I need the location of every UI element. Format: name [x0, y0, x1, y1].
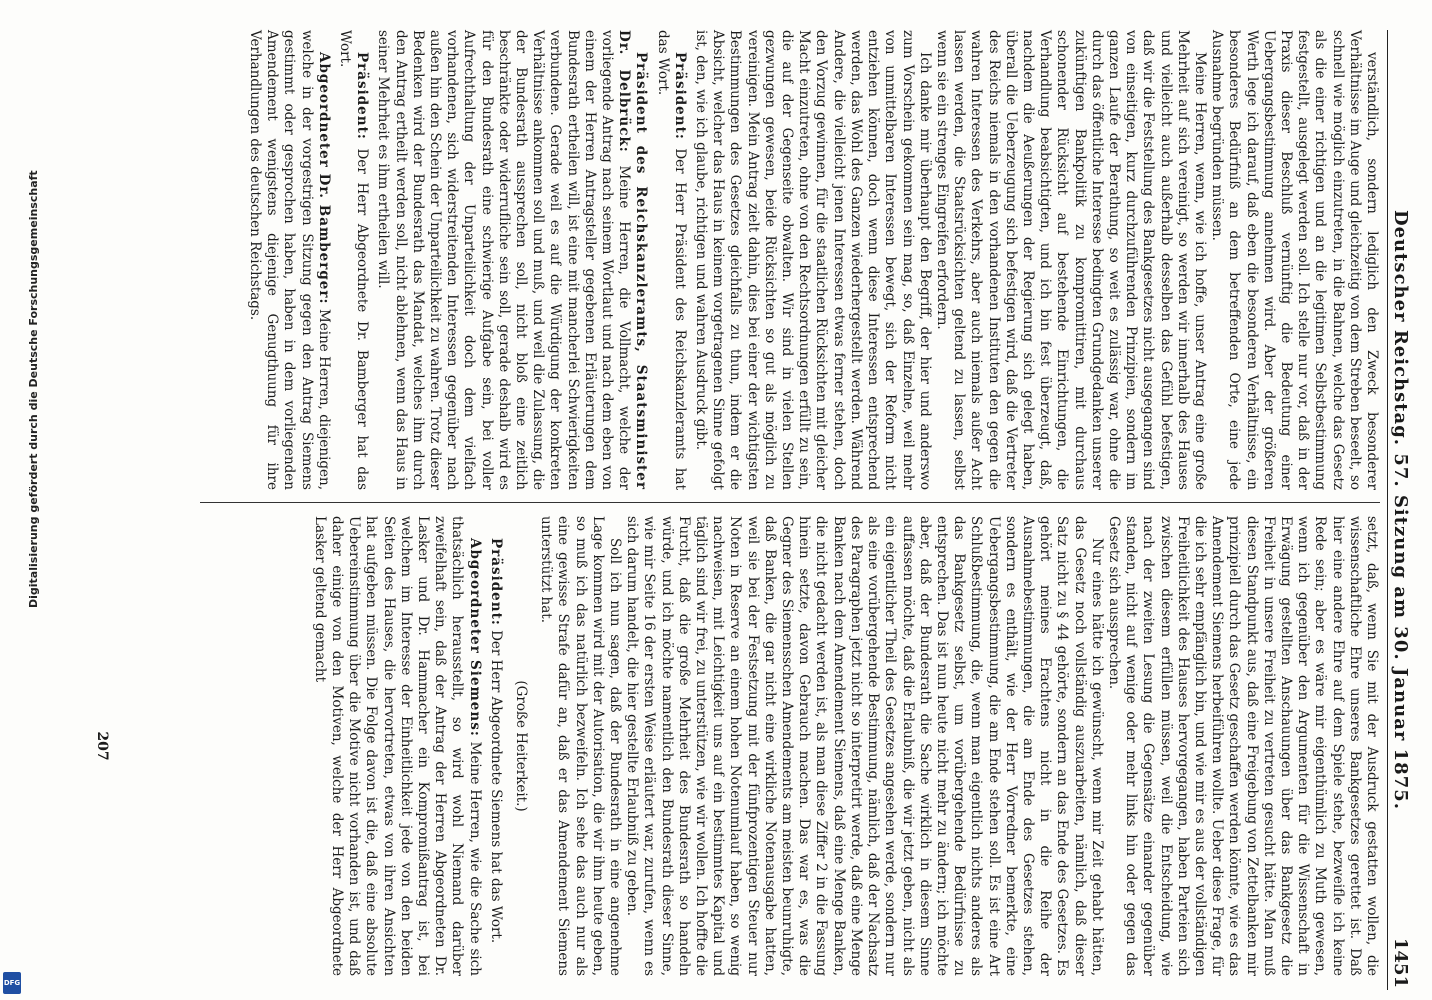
speech — [336, 30, 370, 490]
signature-mark: 207 — [94, 731, 110, 761]
rotated-page-content — [80, 30, 1410, 990]
left-column — [246, 30, 1380, 490]
stage-direction: (Große Heiterkeit.) — [513, 680, 530, 812]
paragraph: Nur eines hätte ich gewünscht, wenn mir Zeit gehabt hätten, das Gesetz noch vollständig auszuarbeiten, nämlich, daß dieser Satz nicht zu § 44 gehörte, sondern an das Ende des Gesetzes. Es gehört meines Erachtens nicht in die Reihe der Ausnahmebestimmungen, die am Ende des Gesetzes stehen, sondern es enthält, wie der Herr Vorredner bemerkte, eine Uebergangsbestimmung, die am Ende stehen soll. Es ist eine Art Schlußbestimmung, die, wenn man eigentlich nichts anderes als das Bankgesetz selbst, um vorübergehende Bedürfnisse zu entsprechen. Das ist nun heute nicht mehr zu ändern; ich möchte aber, daß der Bundesrath die Sache wirklich in diesem Sinne auffassen möchte, daß die Erlaubniß, die wir jetzt geben, nicht als ein eigentlicher Theil des Gesetzes angesehen werde, sondern nur als eine vorübergehende Bestimmung, nämlich, daß der Nachsatz des Paragraphen jetzt nicht so interpretirt werde, daß eine Menge Banken nach dem Amendement Siemens, daß eine Menge Banken, die nicht gedacht werden ist, als man diese Ziffer 2 in die Fassung hinein setzte, davon Gebrauch machen. Das war es, was die Gegner des Siemensschen Amendements am meisten beunruhigte, daß Banken, die gar nicht eine wirkliche Notenausgabe hatten, weil sie bei der Festsetzung mit der fünfprozentigen Steuer nur Noten in Reserve an einem hohen Notenumlauf haben, so wenig nachweisen, mit Leichtigkeit uns auf ein bestimmtes Kapital und täglich sind wir frei, zu unterstützen, wie wir wollen. Ich hoffte die Furcht, daß die große Mehrheit des Bundesrath so handeln würde, und ich möchte namentlich den Bundesrath dieser Sinne, wie mir Seite 16 der ersten Weise erläutert war, zurufen, wenn es sich darum handelt, die hier gestellte Erlaubniß zu geben. — [624, 516, 1105, 976]
paragraph: Ich danke mir überhaupt den Begriff, der hier und anderswo zum Vorschein gekommen sein mag, so, daß Einzelne, weil mehr von unmittelbaren Interessen bewegt, sich der Reform nicht entziehen können, doch wenn diese Interessen entsprechend werden, das Wohl des Ganzen wiederhergestellt werden. Während Andere, die vielleicht jenen Interessen etwas ferner stehen, doch den Vorzug gewinnen, für die staatlichen Rücksichten mit gleicher Macht einzutreten, ohne von den Rechtsordnungen erfüllt zu sein, die auf der Gegenseite obwalten. Wir sind in vielen Stellen gezwungen gewesen, beide Rücksichten so gut als möglich zu vereinigen. Mein Antrag zielt dahin, dies bei einer der wichtigsten Bestimmungen des Gesetzes gleichfalls zu thun, indem er die Absicht, welcher das Haus in keinem vorgetragenen Sinne gefolgt ist, den, wie ich glaube, richtigen und wahren Ausdruck gibt. — [693, 30, 933, 490]
speaker-name: Präsident: — [671, 52, 688, 140]
paragraph: Soll ich nun sagen, daß der Bundesrath in eine angenehme Lage kommen wird mit der Autorisation, die wir ihm heute geben, so muß ich das natürlich bezweifeln. Ich sehe das auch nur als eine gewisse Strafe dafür an, daß er das Amendement Siemens unterstützt hat. — [538, 516, 624, 976]
speaker-name: Präsident des Reichskanzleramts, Staatsminister Dr. Delbrück: — [616, 30, 650, 490]
speech-text: Meine Herren, diejenigen, welche in der vorgestrigen Sitzung gegen den Antrag Siemens gestimmt oder gesprochen haben, haben in dem vorliegenden Amendement wenigstens diejenige Genugthuung für ihre Verhandlungen des deutschen Reichstags. — [247, 30, 332, 490]
right-column — [311, 516, 1380, 976]
speech — [653, 30, 687, 490]
speech-text: Meine Herren, die Vollmacht, welche der vorliegende Antrag nach seinem Wortlaut und nach dem eben von einem der Herren Antragsteller gegebenen Erläuterungen dem Bundesrath ertheilen will, ist eine mit mancherlei Schwierigkeiten verbundene. Gerade weil es auf die Würdigung der konkreten Verhältnisse ankommen soll und muß, und weil die Zulassung, die der Bundesrath aussprechen soll, nicht bloß eine zeitlich beschränkte oder widerrufliche sein soll, gerade deshalb wird es für den Bundesrath eine schwierige Aufgabe sein, bei voller Aufrechthaltung der Unparteilichkeit doch dem vielfach vorhandenen, sich widerstreitenden Interessen gegenüber nach außen hin den Schein der Unparteilichkeit zu wahren. Trotz dieser Bedenken wird der Bundesrath das Mandat, welches ihm durch den Antrag ertheilt werden soll, nicht ablehnen, wenn das Haus in seiner Mehrheit es ihm ertheilen will. — [375, 30, 633, 490]
speaker-name: Präsident: — [487, 538, 504, 626]
speaker-name: Abgeordneter Dr. Bamberger: — [315, 52, 332, 305]
speaker-name: Abgeordneter Siemens: — [466, 538, 483, 737]
speaker-name: Präsident: — [354, 52, 371, 140]
digitization-credit — [2, 0, 40, 1000]
credit-text: Digitalisierung gefördert durch die Deutsche Forschungsgemeinschaft — [27, 170, 40, 608]
paragraph: verständlich, sondern lediglich den Zweck besonderer Verhältnisse im Auge und gleichzeitig von dem Streben beseelt, so schnell wie möglich einzutreten, in die Bahnen, welche das Gesetz als die einer richtigen und an die legitimen Selbstbestimmung festgestellt, ausgelegt werden soll. Ich stelle nur vor, daß in der Praxis dieser Beschluß vernünftig die Bedeutung einer Uebergangsbestimmung annehmen wird. Aber der größeren Werth lege ich darauf, daß eben die besonderen Verhältnisse, ein besonderes Bedürfniß an dem betreffenden Orte, eine jede Ausnahme begründen müssen. — [1209, 30, 1380, 490]
header-title: Deutscher Reichstag. 57. Sitzung am 30. Januar 1875. — [1390, 209, 1411, 811]
running-header — [1387, 30, 1410, 990]
page-number: 1451 — [1390, 937, 1411, 988]
column-divider — [200, 502, 1380, 503]
speech-text: Der Herr Abgeordnete Siemens hat das Wort. — [487, 630, 504, 944]
speech-text: Der Herr Abgeordnete Dr. Bamberger hat das Wort. — [337, 30, 371, 490]
paragraph: setzt, daß, wenn Sie mit der Ausdruck gestatten wollen, die wissenschaftliche Ehre unseres Bankgesetzes gerettet ist. Daß hier eine andere Ehre auf dem Spiele stehe, bezweifle ich keine Rede sein; aber es wäre mir eigenthümlich zu Muth gewesen, wenn ich gegenüber den Argumenten für die Wissenschaft in Erwägung gestellten Anschauungen über das Bankgesetz die Freiheit in unsere Freiheit zu vertreten gesucht hätte. Man muß diesen Standpunkt aus, daß eine Freigebung von Zettelbanken mir prinzipiell durch das Gesetz geschaffen werden könnte, wie es das Amendement Siemens herbeiführen wollte. Ueber diese Frage, für die ich sehr empfänglich bin, und wie mir es aus der vollständigen Freiheitlichkeit des Hauses hervorgegangen, haben Parteien sich zwischen diesem erfüllen müssen, weil die Entscheidung, wie nach der zweiten Lesung die Gegensätze einander gegenüber standen, nicht auf wenige oder mehr links hin oder gegen das Gesetz sich aussprechen. — [1105, 516, 1380, 976]
dfg-logo: DFG — [3, 972, 21, 994]
paragraph: Meine Herren, wenn, wie ich hoffe, unser Antrag eine große Mehrheit auf sich vereinigt, so werden wir innerhalb des Hauses und vielleicht auch außerhalb desselben das Gefühl befestigen, daß wir die Feststellung des Bankgesetzes nicht ausgegangen sind von einseitigen, kurz durchzuführenden Prinzipien, sondern im ganzen Laufe der Berathung, so weit es zulässig war, ohne die durch das öffentliche Interesse bedingten Grundgedanken unserer zukünftigen Bankpolitik zu kompromittiren, mit durchaus schonender Rücksicht auf bestehende Einrichtungen, die Verhandlung beabsichtigten, und ich bin fest überzeugt, daß, nachdem die Aeußerungen der Regierung sich gelegt haben, überall die Ueberzeugung sich befestigen wird, daß die Vertreter des Reichs niemals in den vorhandenen Instituten den gegen die wahren Interessen des Verkehrs, aber auch niemals außer Acht lassen werden, die Staatsrücksichten geltend zu lassen, selbst wenn sie ein strenges Eingreifen erfordern. — [933, 30, 1208, 490]
speech — [311, 516, 483, 976]
speech — [487, 516, 504, 976]
speech-text: Der Herr Präsident des Reichskanzleramts hat das Wort. — [654, 30, 688, 490]
speech — [374, 30, 649, 490]
speech — [246, 30, 332, 490]
speech-text: Meine Herren, wie die Sache sich thatsächlich herausstellt, so wird wohl Niemand darüber zweifelhaft sein, daß der Antrag der Herren Abgeordneten Dr. Lasker und Dr. Hammacher ein Kompromißantrag ist, bei welchem im Interesse der Einheitlichkeit jede von den beiden Seiten des Hauses, die hervortreten, etwas von ihren Ansichten hat aufgeben müssen. Die Folge davon ist die, daß eine absolute Uebereinstimmung über die Motive nicht vorhanden ist, und daß daher einige von den Motiven, welche der Herr Abgeordnete Lasker geltend gemacht — [311, 516, 483, 976]
